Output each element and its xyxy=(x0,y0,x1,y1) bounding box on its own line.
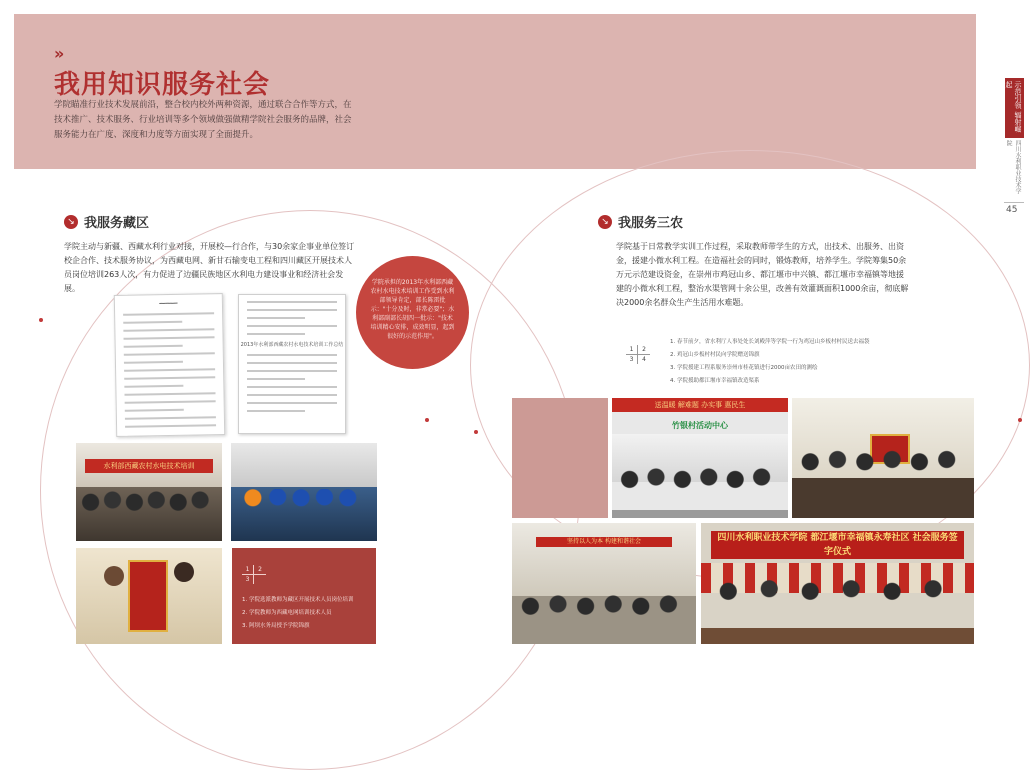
arrow-circle-icon: ↘ xyxy=(64,215,78,229)
chevron-icon: » xyxy=(54,44,62,63)
pennant-flag xyxy=(128,560,168,632)
document-heading: 2013年水利部西藏农村水电技术培训工作总结 xyxy=(240,342,344,348)
caption-item: 4. 学院援助都江堰市幸福镇改造渠系 xyxy=(670,378,760,384)
photo-courtyard xyxy=(512,523,696,644)
page-number: 45 xyxy=(1006,205,1018,215)
photo-meeting-room xyxy=(792,398,974,518)
arc-dot xyxy=(39,318,43,322)
caption-item: 2. 鸡冠山乡板村村民向学院赠送锦旗 xyxy=(670,352,760,358)
photo-banner-presentation xyxy=(76,548,222,644)
photo-banner: 坚持以人为本 构建和谐社会 xyxy=(536,537,672,547)
photo-banner: 四川水利职业技术学院 都江堰市幸福镇永寿社区 社会服务签字仪式 xyxy=(711,531,964,559)
photo-captions-left xyxy=(232,548,376,644)
intro-paragraph: 学院瞄准行业技术发展前沿，整合校内校外两种资源，通过联合合作等方式，在技术推广、技术服务、行业培训等多个领域做强做精学院社会服务的品牌，社会服务能力在广度、深度和力度等方面实现了全面提升。 xyxy=(54,100,352,140)
photo-village-center xyxy=(612,398,788,518)
side-divider xyxy=(1004,202,1024,203)
arc-dot xyxy=(1018,418,1022,422)
caption-item: 1. 春节前夕，省水利厅人事处处长刘殿萍等学院一行为鸡冠山乡板村村民送去福袋 xyxy=(670,339,870,345)
photo-banner: 送温暖 解难题 办实事 惠民生 xyxy=(612,398,788,412)
photo-captions-right xyxy=(626,336,956,384)
photo-signing-ceremony xyxy=(701,523,974,644)
section-title: 我服务藏区 xyxy=(84,216,150,231)
section-heading-rural xyxy=(598,212,683,231)
caption-grid-key: 1 2 3 xyxy=(242,565,266,584)
caption-item: 3. 学院援建工程系服务崇州市桂花镇进行2000亩农田的测绘 xyxy=(670,365,818,371)
caption-item: 2. 学院教师为西藏电网培训技术人员 xyxy=(242,610,332,616)
caption-grid-key: 1 2 3 4 xyxy=(626,345,650,364)
arc-dot xyxy=(425,418,429,422)
page-title: 我用知识服务社会 xyxy=(54,70,271,100)
building-sign: 竹银村活动中心 xyxy=(672,421,728,430)
section-body: 学院主动与新疆、西藏水利行业对接，开展校—行合作，与30余家企事业单位签订校企合作、技术服务协议，为西藏电网、新甘石输变电工程和四川藏区开展技术人员岗位培训263人次，有力促进了边疆民族地区水利电力建设事业和经济社会发展。 xyxy=(64,242,355,293)
caption-item: 3. 阿坝水务局授予学院锦旗 xyxy=(242,623,310,629)
document-image xyxy=(238,294,346,434)
section-heading-tibet xyxy=(64,212,149,231)
quote-circle: 学院承担的2013年水利部西藏农村水电技术培训工作受到水利部领导肯定，部长陈雷批示："十分及时，非常必要"；水利部副部长胡四一批示："技术培训精心安排，成效明显，起到很好的示范作用"。 xyxy=(356,256,469,369)
section-title: 我服务三农 xyxy=(618,216,684,231)
photo-training-hall xyxy=(76,443,222,541)
side-tab: 示范引领 辐射崛起 xyxy=(1005,78,1024,138)
photo-banner: 水利部西藏农村水电技术培训 xyxy=(85,459,214,473)
side-vertical-text: 四川水利职业技术学院 xyxy=(1005,140,1021,194)
document-image: ━━━━━━ xyxy=(114,293,225,437)
section-body: 学院基于日常教学实训工作过程，采取教师带学生的方式，出技术、出服务、出资金，援建小微水利工程。在造福社会的同时，锻炼教师，培养学生。学院筹集50余万元示范建设资金，在崇州市鸡冠山乡、都江堰市中兴镇、都江堰市幸福镇等地援建的小微水利工程，整治水渠管网十余公里，改善有效灌溉面积1000余亩，彻底解决2000余名群众生产生活用水难题。 xyxy=(616,242,909,307)
photo-grid-workers xyxy=(231,443,377,541)
arc-dot xyxy=(474,430,478,434)
color-block xyxy=(512,398,608,518)
arrow-circle-icon: ↘ xyxy=(598,215,612,229)
caption-item: 1. 学院选派教师为藏区开展技术人员岗位培训 xyxy=(242,597,354,603)
